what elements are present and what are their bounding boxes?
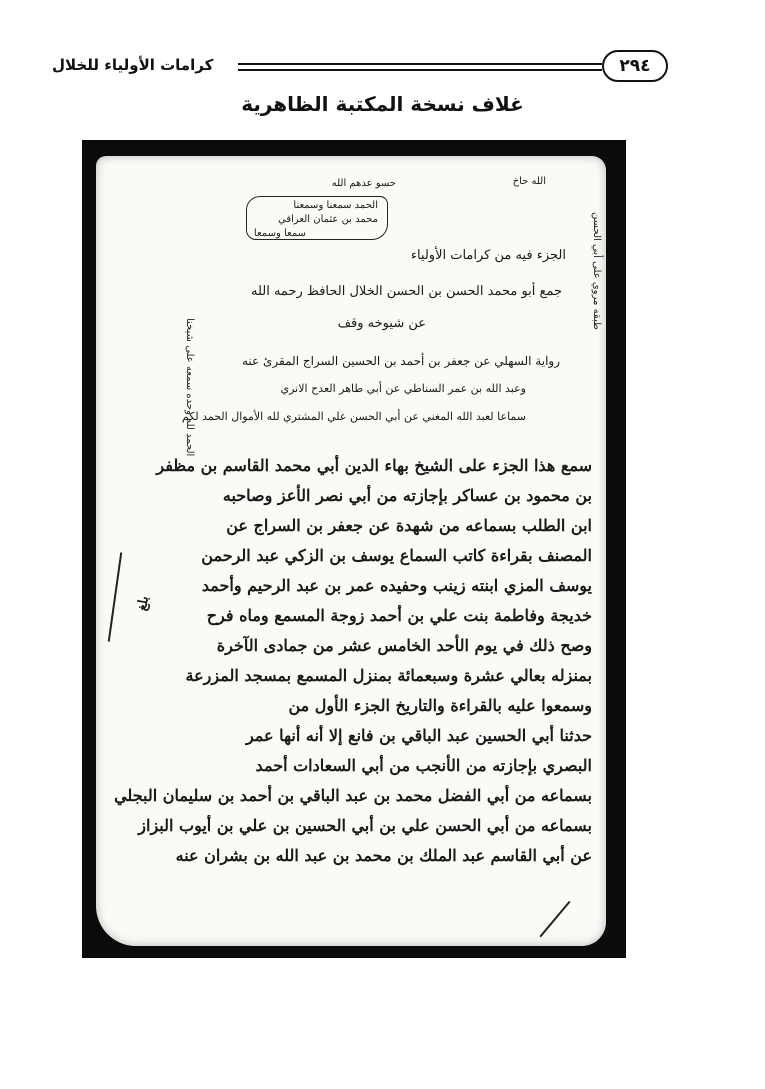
top-mark-center: حسو عدهم الله <box>331 178 396 189</box>
title-line-5: وعبد الله بن عمر السناطي عن أبي طاهر العدح الانري <box>280 382 526 395</box>
manuscript-scan <box>82 140 626 958</box>
header-rule-bottom <box>238 69 602 71</box>
title-line-3: عن شيوخه وقف <box>337 316 426 331</box>
book-title: كرامات الأولياء للخلال <box>52 56 214 74</box>
running-header <box>48 50 668 90</box>
title-line-2: جمع أبو محمد الحسن بن الحسن الخلال الحافظ رحمه الله <box>250 284 562 299</box>
body-line-12: بسماعه من أبي الفضل محمد بن عبد الباقي بن أحمد بن سليمان البجلي <box>114 786 592 805</box>
body-line-6: خديجة وفاطمة بنت علي بن أحمد زوجة المسمع وماه فرح <box>206 606 592 625</box>
top-mark-right: الله حاخ <box>512 176 546 187</box>
body-line-10: حدثنا أبي الحسين عبد الباقي بن فانع إلا أنه أنها عمر <box>245 726 592 745</box>
body-line-3: ابن الطلب بسماعه من شهدة عن جعفر بن السراج عن <box>226 516 592 535</box>
pen-stroke <box>539 901 570 937</box>
body-line-5: يوسف المزي ابنته زينب وحفيده عمر بن عبد الرحيم وأحمد <box>201 576 592 595</box>
samaa-note-2: محمد بن عثمان العراقي <box>278 214 378 225</box>
body-line-8: بمنزله بعالي عشرة وسبعمائة بمنزل المسمع بمسجد المزرعة <box>185 666 592 685</box>
figure-caption: غلاف نسخة المكتبة الظاهرية <box>241 92 524 116</box>
title-line-6: سماعا لعبد الله المغني عن أبي الحسن علي المشتري لله الأموال الحمد لكم <box>181 410 526 423</box>
page-number: ٢٩٤ <box>602 50 668 82</box>
body-line-9: وسمعوا عليه بالقراءة والتاريخ الجزء الأول من <box>288 696 592 715</box>
manuscript-page <box>96 156 606 946</box>
samaa-note-1: الحمد سمعنا وسمعنا <box>293 200 378 211</box>
title-line-4: رواية السهلي عن جعفر بن أحمد بن الحسين السراج المقرئ عنه <box>242 354 560 368</box>
body-line-13: بسماعه من أبي الحسن علي بن أبي الحسين بن علي بن أيوب البزاز <box>138 816 592 835</box>
body-line-4: المصنف بقراءة كاتب السماع يوسف بن الزكي عبد الرحمن <box>201 546 592 565</box>
body-line-2: بن محمود بن عساكر بإجازته من أبي نصر الأعز وصاحبه <box>222 486 592 505</box>
pen-stroke-left <box>108 552 122 641</box>
header-rule-top <box>238 63 602 65</box>
side-mark: بلغ <box>134 594 153 613</box>
body-line-11: البصري بإجازته من الأنجب من أبي السعادات أحمد <box>255 756 592 775</box>
left-margin-note: الحمد لله وحده سمعه على شيخنا <box>184 317 195 456</box>
right-margin-note: طبقه مروي على أبي الحسن <box>591 212 602 330</box>
body-line-1: سمع هذا الجزء على الشيخ بهاء الدين أبي محمد القاسم بن مظفر <box>156 456 592 475</box>
body-line-7: وصح ذلك في يوم الأحد الخامس عشر من جمادى الآخرة <box>216 636 592 655</box>
title-line-1: الجزء فيه من كرامات الأولياء <box>410 248 566 263</box>
body-line-14: عن أبي القاسم عبد الملك بن محمد بن عبد الله بن بشران عنه <box>175 846 592 865</box>
samaa-note-3: سمعا وسمعا <box>253 228 306 239</box>
